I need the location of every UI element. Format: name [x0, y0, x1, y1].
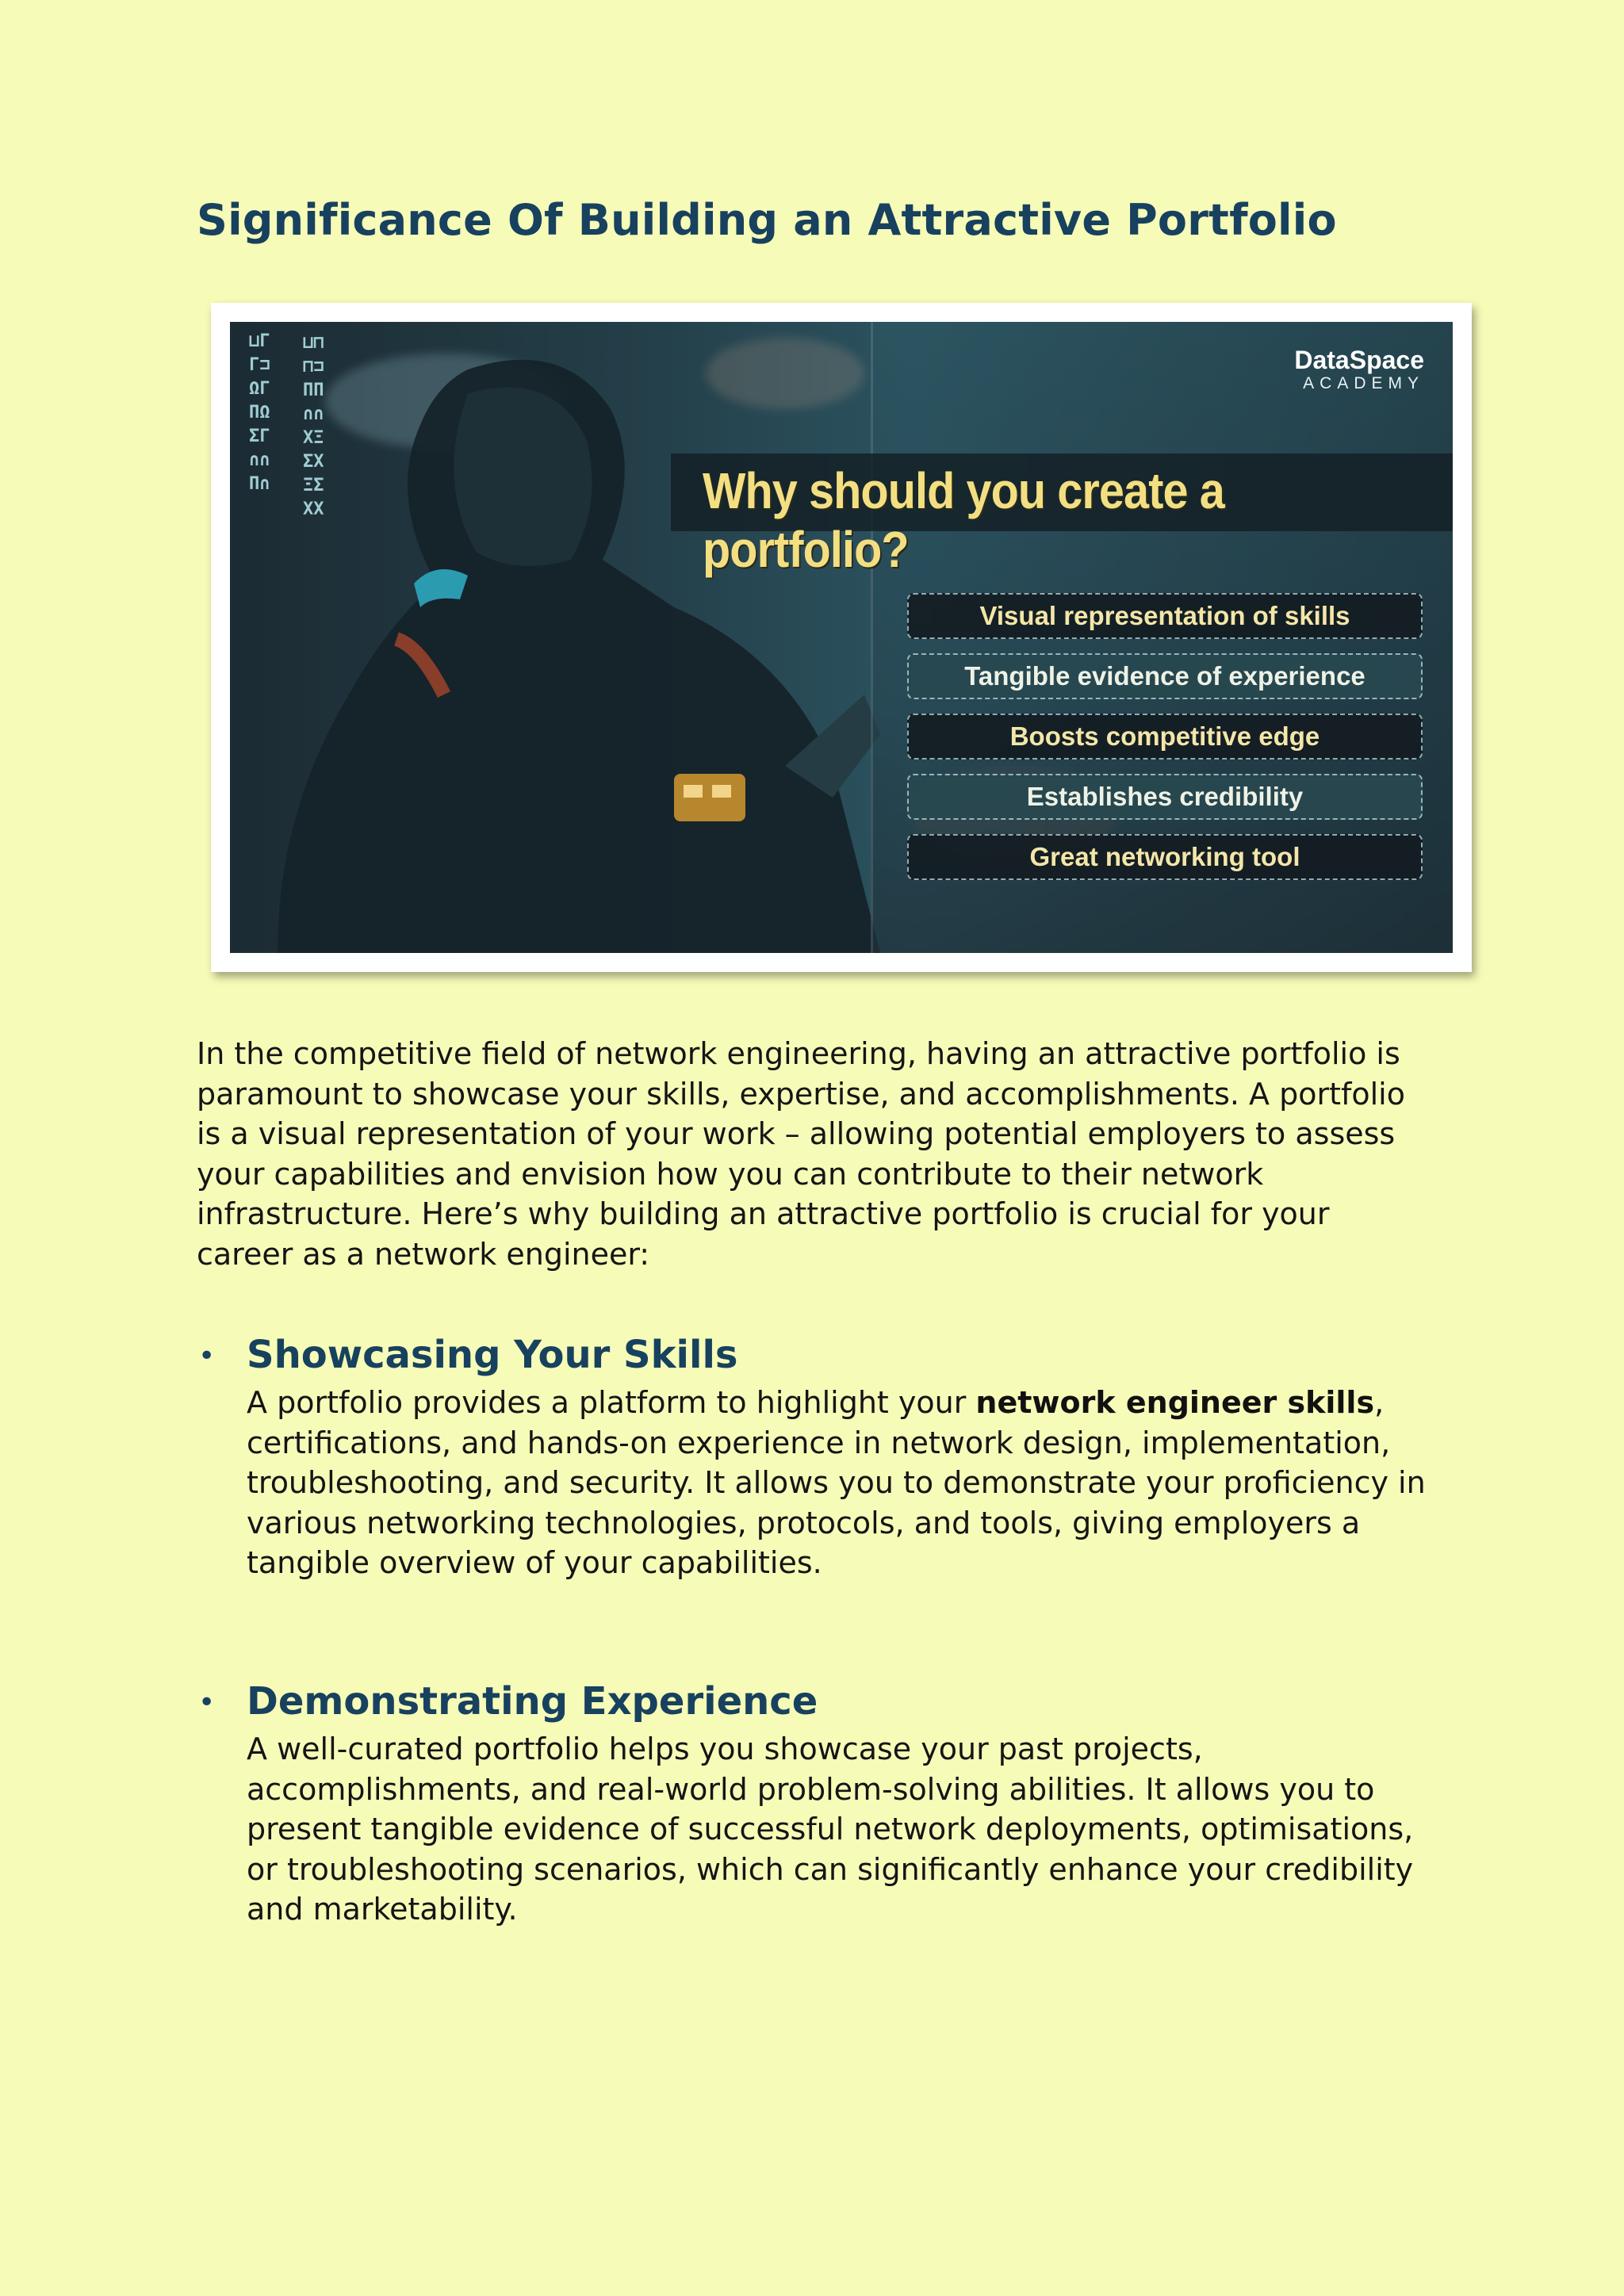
point-credibility: Establishes credibility [907, 774, 1423, 820]
network-engineer-skills-link-text: network engineer skills [975, 1385, 1375, 1420]
portfolio-infographic [211, 303, 1472, 972]
section-body-demonstrating-experience: A well-curated portfolio helps you showcase your past projects, accomplishments, and real-world problem-solving abilities. It allows you to present tangible evidence of successful network deployments, optimisations, or troubleshooting scenarios, which can significantly enhance your credibility and marketability. [247, 1732, 1414, 1927]
hooded-figure-illustration [230, 322, 880, 953]
point-visual-representation: Visual representation of skills [907, 593, 1423, 639]
section-heading-demonstrating-experience: Demonstrating Experience [247, 1679, 818, 1724]
section-body-text: A portfolio provides a platform to highlight your [247, 1385, 976, 1420]
point-networking-tool: Great networking tool [907, 834, 1423, 880]
section-body-text: , certifications, and hands-on experience in network design, implementation, troubleshooting, and security. It allows you to demonstrate your proficiency in various networking technologies, protocols, and tools, giving employers a tangible overview of your capabilities. [247, 1385, 1426, 1580]
infographic-headline: Why should you create a portfolio? [703, 462, 1224, 578]
section-heading-showcasing-skills: Showcasing Your Skills [247, 1333, 738, 1377]
dataspace-logo: DataSpace [1294, 346, 1424, 374]
code-glyph-column: ⊔ΓΓ⊐ΩΓΠΩΣΓ∩∩Π∩ [249, 331, 270, 494]
code-glyph-column: ⊔⊓⊓⊐ΠΠ∩∩ΧΞΣΧΞΣΧΧ [303, 333, 324, 519]
point-competitive-edge: Boosts competitive edge [907, 714, 1423, 760]
bullet-marker: • [198, 1340, 216, 1372]
bullet-marker: • [198, 1686, 216, 1719]
infographic-banner [230, 322, 1453, 953]
page-title: Significance Of Building an Attractive Portfolio [197, 195, 1337, 245]
intro-paragraph: In the competitive field of network engineering, having an attractive portfolio is paramount to showcase your skills, expertise, and accomplishments. A portfolio is a visual representation of your work – allowing potential employers to assess your capabilities and envision how you can contribute to their network infrastructure. Here’s why building an attractive portfolio is crucial for your career as a network engineer: [197, 1036, 1405, 1272]
dataspace-logo-subtitle: ACADEMY [1303, 374, 1424, 392]
point-tangible-evidence: Tangible evidence of experience [907, 653, 1423, 699]
section-body-showcasing-skills [247, 1383, 1436, 1583]
